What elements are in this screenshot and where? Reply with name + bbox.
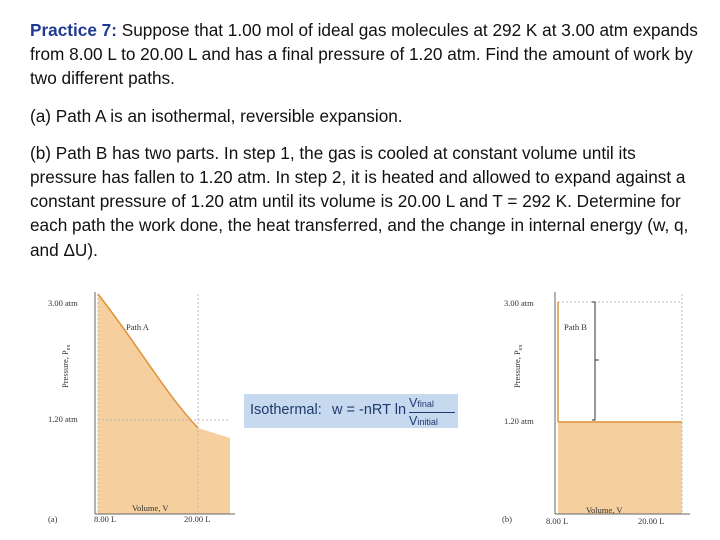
x-tick-20L: 20.00 L [184, 514, 211, 524]
y-tick-3atm: 3.00 atm [48, 298, 78, 308]
y-tick-1-2atm: 1.20 atm [48, 414, 78, 424]
figure-a-pv-diagram [40, 288, 240, 532]
panel-label-a: (a) [48, 514, 58, 524]
practice-title: Practice 7: [30, 20, 117, 40]
path-b-label: Path B [564, 322, 587, 332]
volume-ratio [409, 396, 455, 429]
x-tick-8L: 8.00 L [94, 514, 117, 524]
path-a-work-area [98, 294, 230, 514]
volume-initial: Vinitial [409, 414, 438, 428]
x-tick-20L: 20.00 L [638, 516, 665, 526]
path-b-work-area [558, 422, 682, 514]
problem-intro [30, 18, 700, 91]
problem-statement: Suppose that 1.00 mol of ideal gas molecules at 292 K at 3.00 atm expands from 8.00 L to 20.00 L and has a final pressure of 1.20 atm. Find the amount of work by two different paths. [30, 20, 698, 89]
y-tick-1-2atm: 1.20 atm [504, 416, 534, 426]
x-axis-label: Volume, V [132, 503, 169, 513]
panel-label-b: (b) [502, 514, 512, 524]
y-axis-label: Pressure, $P_{ex}$ [60, 344, 72, 388]
part-a-text: (a) Path A is an isothermal, reversible expansion. [30, 105, 403, 126]
isothermal-work-formula [244, 394, 458, 428]
part-b-text: (b) Path B has two parts. In step 1, the gas is cooled at constant volume until its pressure has fallen to 1.20 atm. In step 2, it is heated and allowed to expand against a constant pressure of 1.20 atm until its volume is 20.00 L and T = 292 K. Determine for each path the work done, the heat transferred, and the change in internal energy (w, q, and ΔU). [30, 142, 689, 260]
y-tick-3atm: 3.00 atm [504, 298, 534, 308]
formula-label: Isothermal: [250, 402, 322, 418]
problem-text [30, 18, 700, 275]
formula-expression: w = -nRT ln [332, 402, 407, 418]
x-tick-8L: 8.00 L [546, 516, 569, 526]
step1-bracket [592, 302, 595, 420]
figure-b-pv-diagram [498, 288, 698, 532]
x-axis-label: Volume, V [586, 505, 623, 515]
path-a-label: Path A [126, 322, 149, 332]
y-axis-label: Pressure, $P_{ex}$ [512, 344, 524, 388]
volume-final: Vfinal [409, 396, 455, 413]
